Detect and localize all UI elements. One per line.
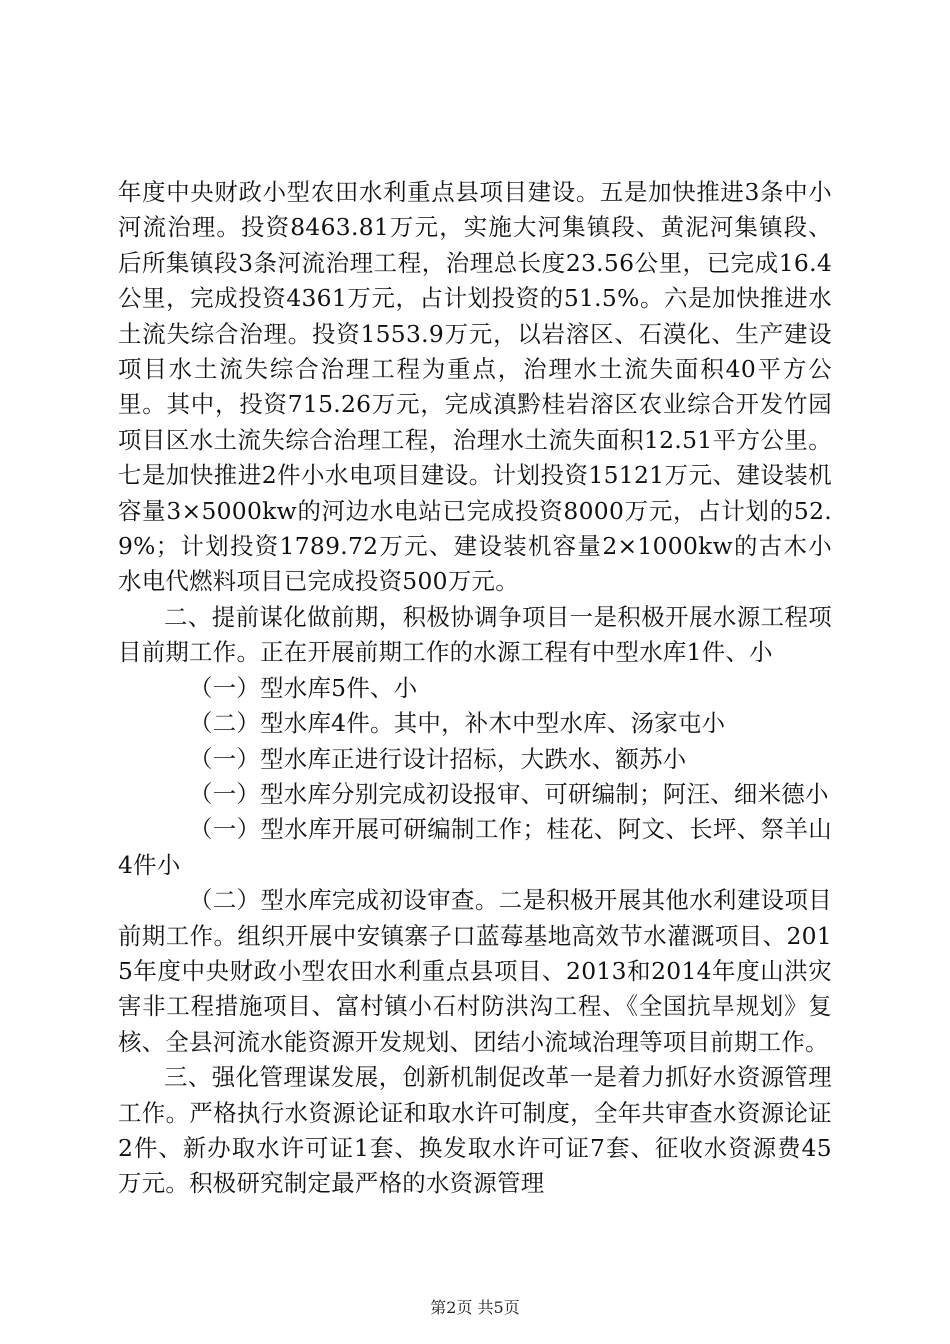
paragraph-reservoir-item: （一）型水库开展可研编制工作；桂花、阿文、长坪、祭羊山4件小 <box>118 815 832 879</box>
paragraph-reservoir-item: （二）型水库完成初设审查。二是积极开展其他水利建设项目前期工作。组织开展中安镇寨子口蓝莓基地高效节水灌溉项目、2015年度中央财政小型农田水利重点县项目、2013和2014年度山洪灾害非工程措施项目、富村镇小石村防洪沟工程、《全国抗旱规划》复核、全县河流水能资源开发规划、团结小流域治理等项目前期工作。 <box>118 886 832 1056</box>
paragraph-section-two: 二、提前谋化做前期，积极协调争项目一是积极开展水源工程项目前期工作。正在开展前期工作的水源工程有中型水库1件、小 <box>118 602 832 667</box>
paragraph-reservoir-item: （一）型水库正进行设计招标，大跌水、额苏小 <box>189 744 687 773</box>
paragraph-section-three: 三、强化管理谋发展，创新机制促改革一是着力抓好水资源管理工作。严格执行水资源论证和取水许可制度，全年共审查水资源论证2件、新办取水许可证1套、换发取水许可证7套、征收水资源费45万元。积极研究制定最严格的水资源管理 <box>118 1063 832 1198</box>
paragraph-reservoir-item: （一）型水库分别完成初设报审、可研编制；阿汪、细米德小 <box>189 779 829 808</box>
paragraph-reservoir-item: （一）型水库5件、小 <box>189 673 418 702</box>
page-number-footer: 第2页 共5页 <box>430 1298 520 1317</box>
paragraph-continuation: 年度中央财政小型农田水利重点县项目建设。五是加快推进3条中小河流治理。投资8463.81万元，实施大河集镇段、黄泥河集镇段、后所集镇段3条河流治理工程，治理总长度23.56公里，已完成16.4公里，完成投资4361万元，占计划投资的51.5%。六是加快推进水土流失综合治理。投资1553.9万元，以岩溶区、石漠化、生产建设项目水土流失综合治理工程为重点，治理水土流失面积40平方公里。其中，投资715.26万元，完成滇黔桂岩溶区农业综合开发竹园项目区水土流失综合治理工程，治理水土流失面积12.51平方公里。七是加快推进2件小水电项目建设。计划投资15121万元、建设装机容量3×5000kw的河边水电站已完成投资8000万元，占计划的52.9%；计划投资1789.72万元、建设装机容量2×1000kw的古木小水电代燃料项目已完成投资500万元。 <box>118 178 832 596</box>
document-body <box>118 175 832 1202</box>
paragraph-reservoir-item: （二）型水库4件。其中，补木中型水库、汤家屯小 <box>189 709 726 738</box>
